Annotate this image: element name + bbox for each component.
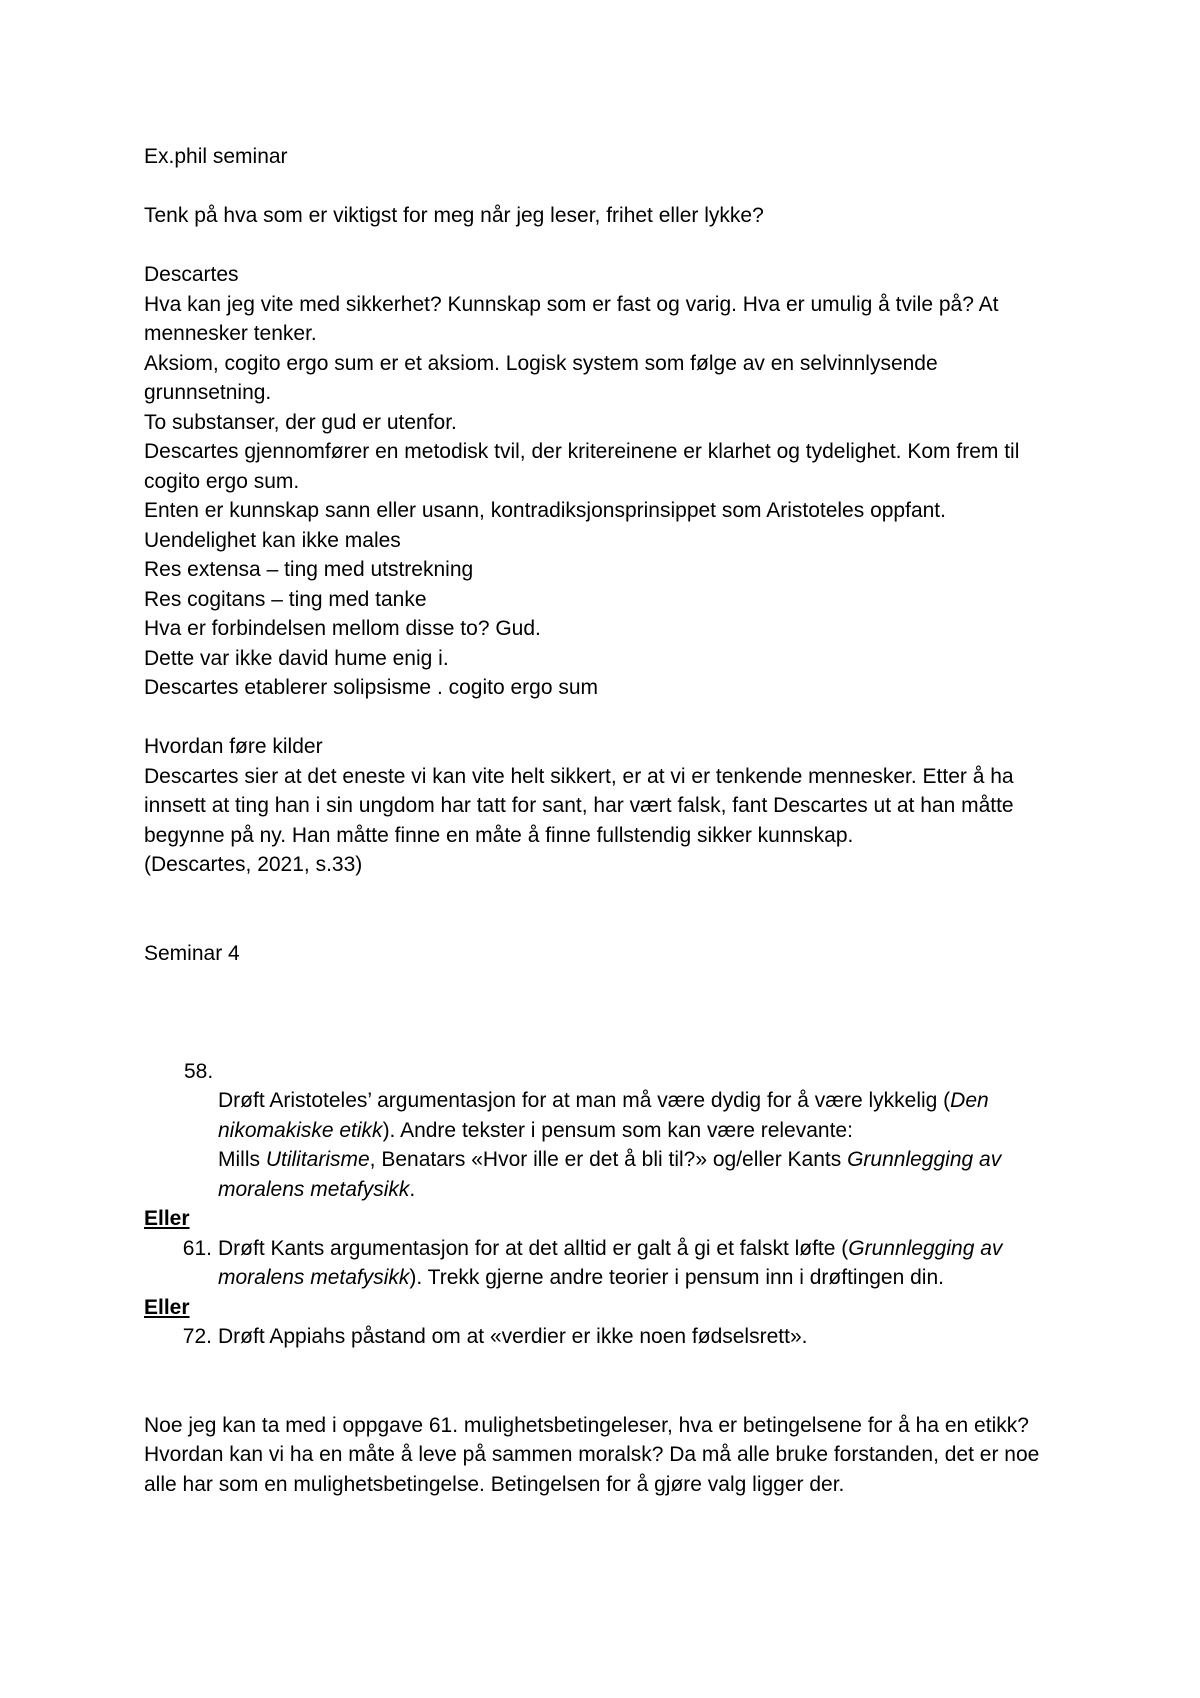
document-title: Ex.phil seminar (144, 145, 288, 168)
intro-question: Tenk på hva som er viktigst for meg når jeg leser, frihet eller lykke? (144, 204, 764, 227)
descartes-line: Descartes gjennomfører en metodisk tvil, der kritereinene er klarhet og tydelighet. Kom frem til cogito ergo sum. (144, 440, 1020, 493)
or-separator: Eller (144, 1207, 190, 1230)
descartes-line: To substanser, der gud er utenfor. (144, 410, 457, 434)
question-61-text: Drøft Kants argumentasjon for at det alltid er galt å gi et falskt løfte (Grunnlegging av moralens metafysikk). Trekk gjerne andre teorier i pensum inn i drøftingen din. (218, 1236, 1003, 1289)
descartes-line: Uendelighet kan ikke males (144, 528, 401, 552)
descartes-line: Descartes etablerer solipsisme . cogito ergo sum (144, 676, 599, 699)
descartes-heading: Descartes (144, 263, 239, 286)
document-page (144, 142, 1064, 1499)
sources-citation: (Descartes, 2021, s.33) (144, 853, 363, 876)
closing-paragraph: Noe jeg kan ta med i oppgave 61. mulighetsbetingeleser, hva er betingelsene for å ha en etikk? Hvordan kan vi ha en måte å leve på sammen moralsk? Da må alle bruke forstanden, det er noe alle har som en mulighetsbetingelse. Betingelsen for å gjøre valg ligger der. (144, 1413, 1040, 1496)
descartes-line: Hva er forbindelsen mellom disse to? Gud. (144, 617, 541, 640)
question-61 (144, 1234, 1064, 1293)
question-72-text: Drøft Appiahs påstand om at «verdier er ikke noen fødselsrett». (218, 1325, 808, 1348)
question-72 (144, 1322, 1064, 1352)
descartes-line: Hva kan jeg vite med sikkerhet? Kunnskap som er fast og varig. Hva er umulig å tvile på? At mennesker tenker. (144, 292, 999, 345)
question-58-text-2: Mills Utilitarisme, Benatars «Hvor ille er det å bli til?» og/eller Kants Grunnlegging av moralens metafysikk. (218, 1148, 1002, 1201)
descartes-line: Dette var ikke david hume enig i. (144, 646, 449, 670)
question-61-number: 61. (182, 1236, 212, 1260)
question-58-number: 58. (184, 1059, 214, 1083)
question-58-text: Drøft Aristoteles’ argumentasjon for at man må være dydig for å være lykkelig (Den nikomakiske etikk). Andre tekster i pensum som kan være relevante: (218, 1089, 989, 1142)
descartes-line: Aksiom, cogito ergo sum er et aksiom. Logisk system som følge av en selvinnlysende grunnsetning. (144, 351, 938, 404)
descartes-line: Res extensa – ting med utstrekning (144, 558, 474, 581)
seminar4-heading: Seminar 4 (144, 941, 240, 965)
descartes-line: Enten er kunnskap sann eller usann, kontradiksjonsprinsippet som Aristoteles oppfant. (144, 499, 946, 522)
question-72-number: 72. (182, 1325, 212, 1348)
sources-paragraph: Descartes sier at det eneste vi kan vite helt sikkert, er at vi er tenkende mennesker. Etter å ha innsett at ting han i sin ungdom har tatt for sant, har vært falsk, fant Descartes ut at han måtte begynne på ny. Han måtte finne en måte å finne fullstendig sikker kunnskap. (144, 764, 1014, 847)
or-separator: Eller (144, 1295, 190, 1319)
descartes-line: Res cogitans – ting med tanke (144, 587, 427, 611)
sources-heading: Hvordan føre kilder (144, 735, 323, 758)
